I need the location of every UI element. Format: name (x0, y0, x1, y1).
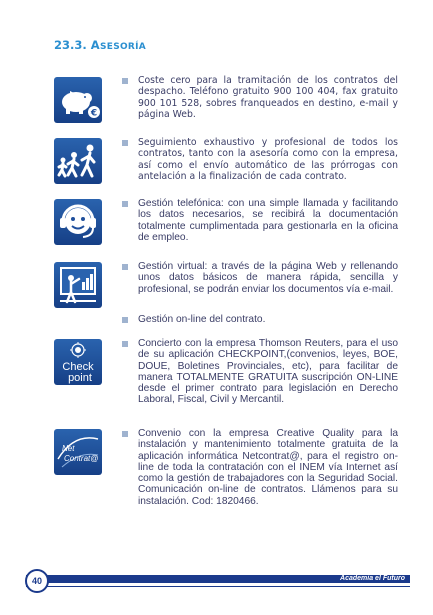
section-title (54, 38, 146, 52)
bullet (122, 264, 128, 270)
bullet (122, 140, 128, 146)
page-number: 40 (25, 569, 49, 593)
bullet (122, 317, 128, 323)
svg-text:Net: Net (62, 444, 75, 453)
svg-text:Check: Check (62, 361, 94, 373)
bullet (122, 341, 128, 347)
item-text: Convenio con la empresa Creative Quality para la instalación y mantenimiento totalmente gratuita de la aplicación informática Netcontrat@, para el registro on-line de toda la contratación con el INEM vía Internet así como la gestión de trabajadores con la Seguridad Social. Comunicación on-line de contratos. Llámenos para su instalación. Cod: 1820466. (138, 428, 398, 507)
headset-support-icon (54, 199, 102, 245)
svg-text:Contrat@: Contrat@ (64, 454, 99, 463)
netcontrat-logo-icon (54, 429, 102, 475)
people-walking-icon (54, 138, 102, 184)
checkpoint-logo-icon (54, 339, 102, 385)
svg-text:point: point (68, 372, 92, 384)
item-text: Concierto con la empresa Thomson Reuters, para el uso de su aplicación CHECKPOINT,(convenios, leyes, BOE, DOUE, Boletines Provinciales, etc), para facilitar de manera TOTALMENTE GRATUITA suscripción ON-LINE desde el primer contrato para legislación en Derecho Laboral, Fiscal, Civil y Mercantil. (138, 338, 398, 406)
item-text: Gestión on-line del contrato. (138, 314, 266, 325)
bullet (122, 201, 128, 207)
section-title-text: ASESORÍA (90, 38, 147, 52)
item-text: Gestión telefónica: con una simple llamada y facilitando los datos necesarios, se recibirá la documentación totalmente cumplimentada para gestionarla en la oficina de empleo. (138, 198, 398, 243)
bullet (122, 78, 128, 84)
footer-divider (26, 586, 410, 587)
footer-brand: Academia el Futuro (340, 575, 405, 582)
svg-text:€: € (90, 108, 98, 119)
item-text: Coste cero para la tramitación de los contratos del despacho. Teléfono gratuito 900 100 404, fax gratuito 900 101 528, sobres franqueados en destino, e-mail y página Web. (138, 75, 398, 120)
presentation-chart-icon (54, 262, 102, 308)
section-number: 23.3. (54, 38, 87, 52)
bullet (122, 431, 128, 437)
item-text: Gestión virtual: a través de la página Web y rellenando unos datos básicos de manera rápida, sencilla y profesional, se podrán enviar los documentos vía e-mail. (138, 261, 398, 295)
item-text: Seguimiento exhaustivo y profesional de todos los contratos, tanto con la asesoría como con la empresa, así como el envío automático de las prórrogas con antelación a la finalización de cada contrato. (138, 137, 398, 182)
piggy-bank-euro-icon (54, 77, 102, 123)
